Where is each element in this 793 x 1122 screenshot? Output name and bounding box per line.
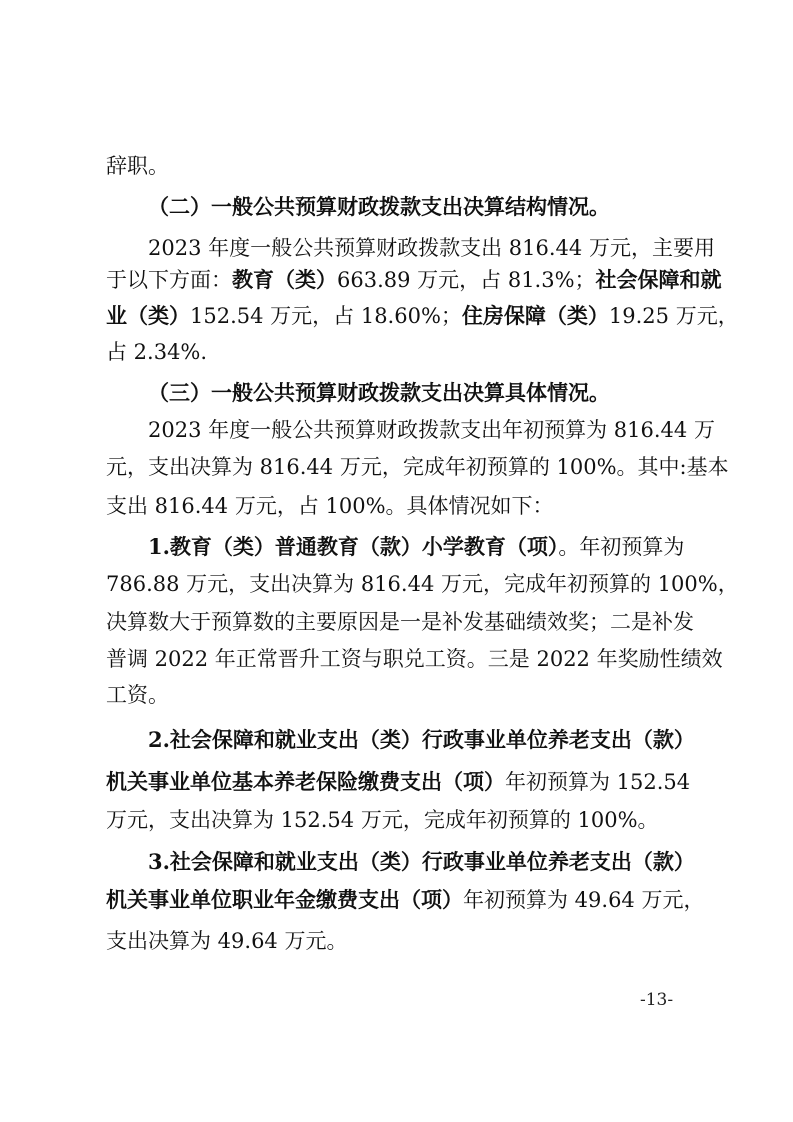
paragraph-line [0, 527, 793, 567]
text-run: 2023 年度一般公共预算财政拨款支出年初预算为 816.44 万 [148, 418, 715, 442]
text-run: 占 2.34%. [106, 340, 208, 364]
text-run: 元，支出决算为 816.44 万元，完成年初预算的 100%。其中:基本 [106, 455, 729, 479]
text-run: 2023 年度一般公共预算财政拨款支出 816.44 万元，主要用 [148, 236, 715, 260]
text-run: 辞职。 [106, 154, 169, 178]
paragraph-line [0, 564, 793, 604]
text-run: 支出决算为 49.64 万元。 [106, 929, 348, 953]
section-heading [0, 187, 793, 227]
paragraph-line [0, 639, 793, 679]
text-run: 年初预算为 152.54 [505, 770, 691, 794]
paragraph-line [0, 332, 793, 372]
text-run: 152.54 万元，占 18.60%； [190, 304, 462, 328]
paragraph-line [0, 720, 793, 760]
bold-text-run: 1.教育（类）普通教育（款）小学教育（项） [148, 534, 559, 559]
text-run: 。年初预算为 [558, 535, 685, 559]
bold-text-run: 机关事业单位基本养老保险缴费支出（项） [106, 769, 505, 794]
text-run: 786.88 万元，支出决算为 816.44 万元，完成年初预算的 100%， [106, 572, 739, 596]
bold-text-run: 社会保障和就 [595, 267, 722, 292]
text-run: 工资。 [106, 683, 169, 707]
paragraph-line [0, 486, 793, 526]
text-run: 于以下方面： [106, 268, 232, 292]
page-number: -13- [640, 990, 674, 1010]
paragraph-line [0, 410, 793, 450]
text-run: 普调 2022 年正常晋升工资与职兑工资。三是 2022 年奖励性绩效 [106, 647, 723, 671]
paragraph-line [0, 146, 793, 186]
paragraph-line [0, 762, 793, 802]
heading-text: （二）一般公共预算财政拨款支出决算结构情况。 [148, 194, 610, 219]
bold-text-run: 住房保障（类） [461, 303, 609, 328]
section-heading [0, 373, 793, 413]
paragraph-line [0, 447, 793, 487]
text-run: 决算数大于预算数的主要原因是一是补发基础绩效奖；二是补发 [106, 610, 694, 634]
paragraph-line [0, 842, 793, 882]
bold-text-run: 3.社会保障和就业支出（类）行政事业单位养老支出（款） [148, 849, 695, 874]
paragraph-line [0, 800, 793, 840]
heading-text: （三）一般公共预算财政拨款支出决算具体情况。 [148, 380, 610, 405]
bold-text-run: 2.社会保障和就业支出（类）行政事业单位养老支出（款） [148, 727, 695, 752]
bold-text-run: 业（类） [106, 303, 190, 328]
paragraph-line [0, 921, 793, 961]
bold-text-run: 教育（类） [232, 267, 337, 292]
bold-text-run: 机关事业单位职业年金缴费支出（项） [106, 887, 463, 912]
paragraph-line [0, 602, 793, 642]
paragraph-line [0, 880, 793, 920]
text-run: 663.89 万元，占 81.3%； [337, 268, 596, 292]
paragraph-line [0, 260, 793, 300]
paragraph-line [0, 675, 793, 715]
text-run: 支出 816.44 万元，占 100%。具体情况如下： [106, 494, 554, 518]
text-run: 年初预算为 49.64 万元， [463, 888, 705, 912]
text-run: 19.25 万元， [608, 304, 739, 328]
paragraph-line [0, 296, 793, 336]
text-run: 万元，支出决算为 152.54 万元，完成年初预算的 100%。 [106, 808, 659, 832]
